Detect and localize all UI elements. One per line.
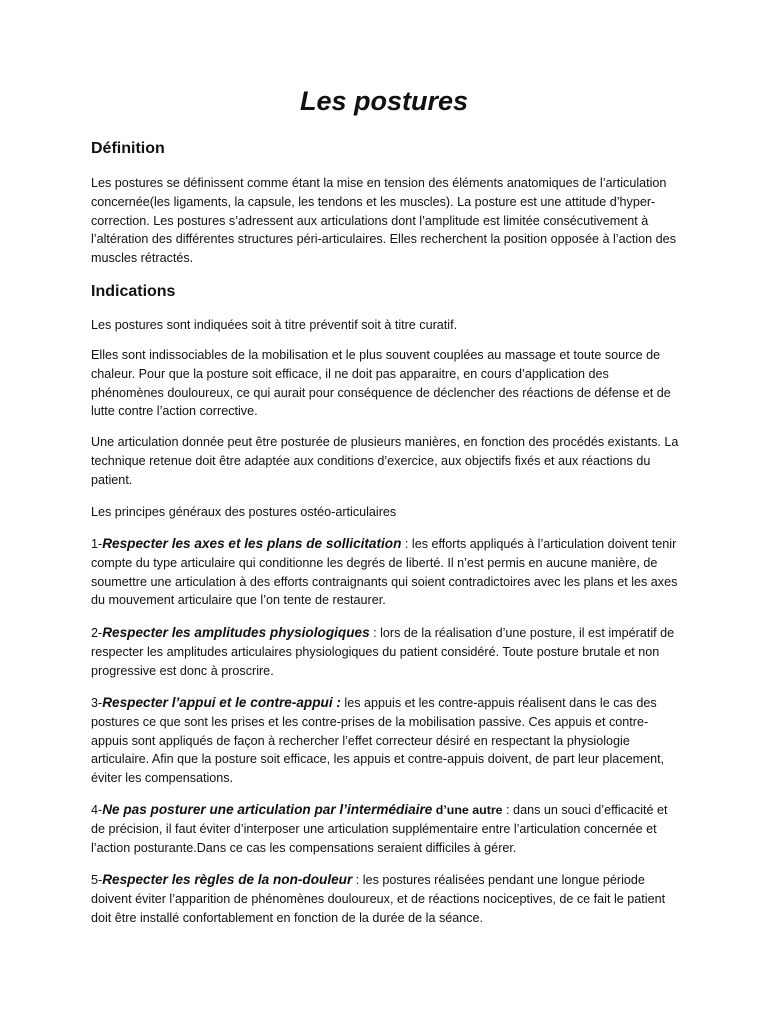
- principle-text: : les efforts appliqués à l’articulation doivent tenir compte du type articulaire qui conditionne les degrés de liberté. Il n’est permis en aucune manière, de soumettre une articulation à des efforts contraignants qui soient contradictoires avec les plans et les axes du mouvement articulaire que l’on tente de restaurer.: [91, 537, 678, 608]
- indications-heading: Indications: [91, 283, 176, 300]
- principle-2: [91, 624, 683, 680]
- principle-lead: Respecter l’appui et le contre-appui :: [102, 695, 341, 710]
- indications-paragraph-3: Une articulation donnée peut être posturée de plusieurs manières, en fonction des procédés existants. La technique retenue doit être adaptée aux conditions d’exercice, aux objectifs fixés et aux réactions du patient.: [91, 435, 679, 487]
- principle-4: [91, 801, 683, 857]
- principle-number: 4-: [91, 803, 103, 817]
- principle-number: 5-: [91, 873, 103, 887]
- principle-lead: Respecter les règles de la non-douleur: [102, 872, 353, 887]
- principle-number: 3-: [91, 696, 103, 710]
- principle-number: 1-: [91, 537, 103, 551]
- principle-3: [91, 694, 683, 788]
- principle-number: 2-: [91, 626, 103, 640]
- principle-text: les appuis et les contre-appuis réalisent dans le cas des postures ce que sont les prises et les contre-prises de la mobilisation passive. Ces appuis et contre-appuis sont appliqués de façon à rechercher l’effet correcteur désiré en respectant la physiologie articulaire. Afin que la posture soit efficace, les appuis et contre-appuis doivent, de part leur placement, éviter les compensations.: [91, 696, 665, 786]
- principle-text: : lors de la réalisation d’une posture, il est impératif de respecter les amplitudes articulaires physiologiques du patient considéré. Toute posture brutale et non progressive est donc à proscrire.: [91, 626, 675, 678]
- principle-lead: Ne pas posturer une articulation par l’intermédiaire: [102, 802, 433, 817]
- definition-heading: Définition: [91, 140, 165, 157]
- principle-text: : dans un souci d’efficacité et de précision, il faut éviter d’interposer une articulation supplémentaire entre l’articulation concernée et l’action posturante.Dans ce cas les compensations seraient difficiles à gérer.: [91, 803, 668, 855]
- indications-paragraph-1: Les postures sont indiquées soit à titre préventif soit à titre curatif.: [91, 318, 458, 332]
- principle-1: [91, 535, 683, 610]
- principle-text: : les postures réalisées pendant une longue période doivent éviter l’apparition de phénomènes douloureux, et de réactions nociceptives, de ce fait le patient doit être installé confortablement en fonction de la durée de la séance.: [91, 873, 666, 925]
- principle-lead: Respecter les axes et les plans de sollicitation: [102, 536, 402, 551]
- principle-lead-suffix: d’une autre: [432, 803, 503, 817]
- principles-intro: Les principes généraux des postures ostéo-articulaires: [91, 505, 397, 519]
- page-title: Les postures: [299, 86, 469, 116]
- principle-5: [91, 871, 683, 927]
- definition-paragraph: Les postures se définissent comme étant la mise en tension des éléments anatomiques de l’articulation concernée(les ligaments, la capsule, les tendons et les muscles). La posture est une attitude d’hyper-correction. Les postures s’adressent aux articulations dont l’amplitude est limitée consécutivement à l’altération des différentes structures péri-articulaires. Elles recherchent la position opposée à l’action des muscles rétractés.: [91, 176, 676, 266]
- indications-paragraph-2: Elles sont indissociables de la mobilisation et le plus souvent couplées au massage et toute source de chaleur. Pour que la posture soit efficace, il ne doit pas apparaitre, en cours d’application des phénomènes douloureux, ce qui aurait pour conséquence de déclencher des réactions de défense et de lutte contre l’action corrective.: [91, 348, 671, 419]
- principle-lead: Respecter les amplitudes physiologiques: [102, 625, 370, 640]
